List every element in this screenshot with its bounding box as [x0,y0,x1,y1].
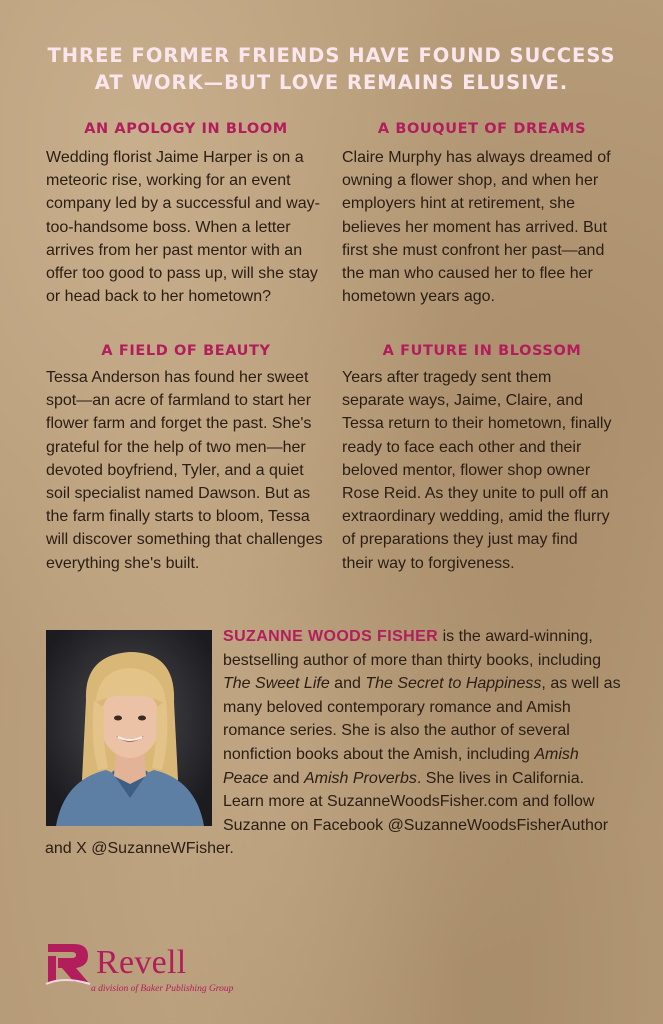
author-bio [45,625,625,861]
headline-line-2: AT WORK—BUT LOVE REMAINS ELUSIVE. [94,71,569,94]
author-bio-text: , as well as many beloved contemporary romance and Amish romance series. She is also the author of several nonfiction books about the Amish, including [223,675,621,763]
publisher-tagline: a division of Baker Publishing Group [91,984,234,994]
book-title-apology-in-bloom: AN APOLOGY IN BLOOM [84,121,288,137]
headline [0,42,663,96]
book-title-amish-proverbs: Amish Proverbs [303,769,417,787]
revell-r-logo-icon [44,940,92,986]
book-title-sweet-life: The Sweet Life [223,675,330,693]
book-title-field-of-beauty: A FIELD OF BEAUTY [101,343,271,359]
publisher-logo [44,938,284,998]
book-description-apology-in-bloom: Wedding florist Jaime Harper is on a meteoric rise, working for an event company led by a successful and way-too-handsome boss. When a letter arrives from her past mentor with an offer too good to pass up, will she stay or head back to her hometown? [46,149,320,306]
author-bio-text: and [329,675,366,693]
book-title-secret-to-happiness: The Secret to Happiness [365,675,542,693]
author-bio-text: . She lives in California. Learn more at SuzanneWoodsFisher.com and follow Suzanne on Facebook @SuzanneWoodsFisherAuthor and X @SuzanneWFisher. [45,769,609,858]
book-title-bouquet-of-dreams: A BOUQUET OF DREAMS [377,121,587,137]
author-bio-text: and [268,769,304,787]
book-description-future-in-blossom: Years after tragedy sent them separate ways, Jaime, Claire, and Tessa return to their hometown, finally ready to face each other and their beloved mentor, flower shop owner Rose Reid. As they unite to pull off an extraordinary wedding, amid the flurry of preparations they just may find their way to forgiveness. [342,369,612,572]
book-description-bouquet-of-dreams: Claire Murphy has always dreamed of owning a flower shop, and when her employers hint at retirement, she believes her moment has arrived. But first she must confront her past—and the man who caused her to flee her hometown years ago. [342,149,611,306]
book-description-field-of-beauty: Tessa Anderson has found her sweet spot—an acre of farmland to start her flower farm and forget the past. She's grateful for the help of two men—her devoted boyfriend, Tyler, and a quiet soil specialist named Dawson. But as the farm finally starts to bloom, Tessa will discover something that challenges everything she's built. [46,369,323,572]
author-name: SUZANNE WOODS FISHER [223,628,439,645]
author-bio-text: is the award-winning, bestselling author of more than thirty books, including [223,628,601,669]
book-title-amish-peace: Amish Peace [223,745,579,787]
headline-line-1: THREE FORMER FRIENDS HAVE FOUND SUCCESS [47,44,616,67]
book-title-future-in-blossom: A FUTURE IN BLOSSOM [382,343,582,359]
publisher-name: Revell [96,944,187,981]
